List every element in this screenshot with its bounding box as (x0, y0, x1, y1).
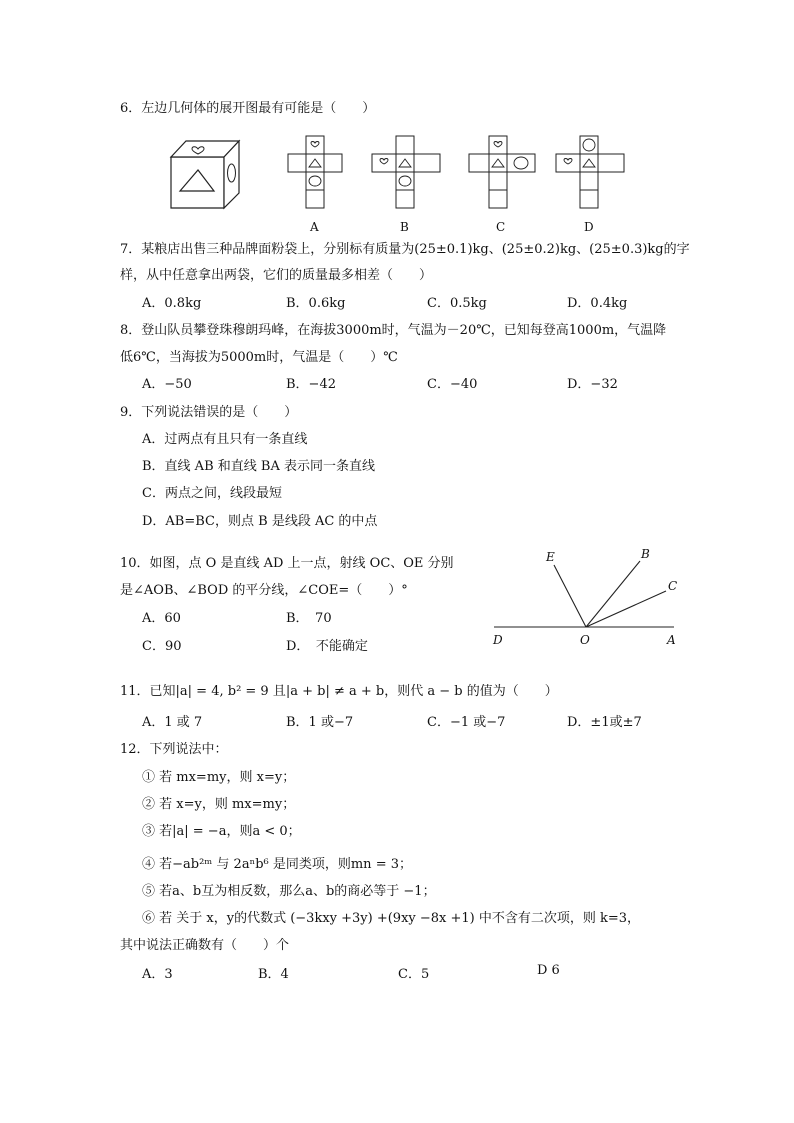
q12-item-5: ⑤ 若a、b互为相反数，那么a、b的商必等于 −1； (142, 884, 436, 899)
q12-stem: 12．下列说法中： (120, 742, 228, 757)
q10-option-a: A．60 (142, 611, 181, 626)
q10-option-b: B． 70 (286, 611, 332, 626)
q11-option-d: D．±1或±7 (567, 715, 642, 730)
q7-line1: 7．某粮店出售三种品牌面粉袋上，分别标有质量为(25±0.1)kg、(25±0.2)kg、(25±0.3)kg的字 (120, 242, 690, 257)
q12-item-4: ④ 若−ab²ᵐ 与 2aⁿb⁶ 是同类项，则mn = 3； (142, 857, 412, 872)
q7-option-d: D．0.4kg (567, 296, 628, 311)
q12-option-c: C．5 (398, 967, 430, 982)
q7-option-a: A．0.8kg (142, 296, 202, 311)
q8-option-a: A．−50 (142, 377, 192, 392)
q9-stem: 9．下列说法错误的是（ ） (120, 405, 298, 420)
point-o-label: O (580, 633, 590, 647)
q12-tail: 其中说法正确数有（ ）个 (120, 938, 290, 953)
point-a-label: A (667, 633, 676, 647)
q12-item-6: ⑥ 若 关于 x，y的代数式 (−3kxy +3y) +(9xy −8x +1) 中不含有二次项，则 k=3， (142, 911, 641, 926)
q10-option-d: D． 不能确定 (286, 639, 368, 654)
point-d-label: D (493, 633, 503, 647)
q9-option-a: A．过两点有且只有一条直线 (142, 432, 308, 447)
net-label-c: C (496, 220, 506, 234)
cube-figure (168, 135, 243, 210)
q11-option-c: C．−1 或−7 (427, 715, 506, 730)
q11-stem: 11．已知|a| = 4, b² = 9 且|a + b| ≠ a + b，则代 a − b 的值为（ ） (120, 684, 558, 699)
q12-option-b: B．4 (258, 967, 289, 982)
q8-option-b: B．−42 (286, 377, 336, 392)
point-c-label: C (668, 579, 678, 593)
net-option-c (467, 134, 547, 214)
q12-item-1: ① 若 mx=my，则 x=y； (142, 770, 296, 785)
q7-option-b: B．0.6kg (286, 296, 346, 311)
q12-option-d: D 6 (537, 963, 560, 978)
q10-line1: 10．如图，点 O 是直线 AD 上一点，射线 OC、OE 分别 (120, 556, 454, 571)
net-option-d (554, 134, 634, 214)
q9-option-d: D．AB=BC，则点 B 是线段 AC 的中点 (142, 514, 378, 529)
net-label-a: A (310, 220, 319, 234)
q9-option-b: B．直线 AB 和直线 BA 表示同一条直线 (142, 459, 375, 474)
net-label-d: D (584, 220, 594, 234)
q8-option-c: C．−40 (427, 377, 478, 392)
q12-option-a: A．3 (142, 967, 173, 982)
q10-line2: 是∠AOB、∠BOD 的平分线，∠COE=（ ）° (120, 583, 408, 598)
q11-option-b: B．1 或−7 (286, 715, 354, 730)
q12-item-2: ② 若 x=y，则 mx=my； (142, 797, 296, 812)
q9-option-c: C．两点之间，线段最短 (142, 486, 282, 501)
point-b-label: B (641, 547, 650, 561)
q12-item-3: ③ 若|a| = −a，则a < 0； (142, 824, 301, 839)
q8-line2: 低6℃，当海拔为5000m时，气温是（ ）℃ (120, 350, 398, 365)
net-option-a (280, 134, 350, 214)
net-option-b (370, 134, 450, 214)
net-label-b: B (400, 220, 409, 234)
q8-line1: 8．登山队员攀登珠穆朗玛峰，在海拔3000m时，气温为－20℃，已知每登高1000m，气温降 (120, 323, 667, 338)
q7-line2: 样，从中任意拿出两袋，它们的质量最多相差（ ） (120, 268, 433, 283)
q8-option-d: D．−32 (567, 377, 618, 392)
q6-stem: 6．左边几何体的展开图最有可能是（ ） (120, 101, 376, 116)
point-e-label: E (546, 550, 555, 564)
q11-option-a: A．1 或 7 (142, 715, 203, 730)
q10-option-c: C．90 (142, 639, 182, 654)
q7-option-c: C．0.5kg (427, 296, 487, 311)
